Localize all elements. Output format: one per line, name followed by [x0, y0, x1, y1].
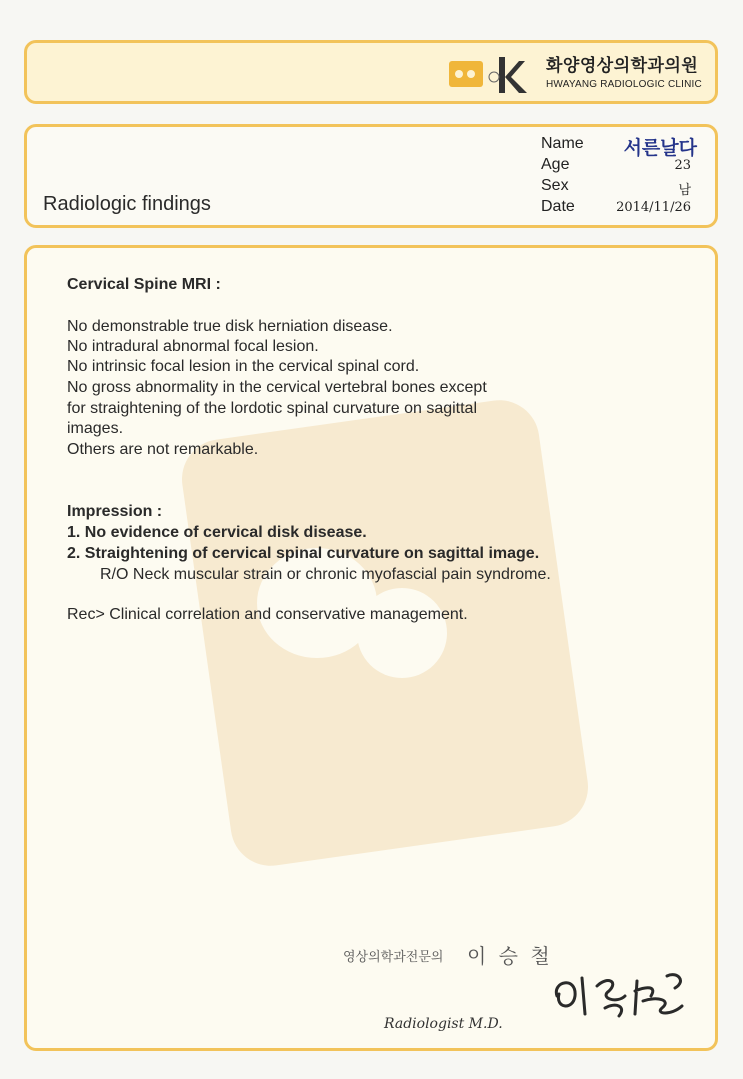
finding-line: No demonstrable true disk herniation disease. [67, 318, 393, 335]
watermark-circle [357, 588, 447, 678]
impression-item: 2. Straightening of cervical spinal curvature on sagittal image. [67, 545, 540, 562]
clinic-logo-icon [447, 53, 537, 97]
clinic-name-english: HWAYANG RADIOLOGIC CLINIC [546, 79, 702, 90]
radiologist-role: Radiologist M.D. [384, 1016, 503, 1032]
finding-line: for straightening of the lordotic spinal curvature on sagittal [67, 400, 478, 417]
finding-line: No gross abnormality in the cervical vertebral bones except [67, 379, 487, 396]
age-value: 23 [674, 158, 691, 173]
age-label: Age [541, 156, 570, 173]
impression-item: 1. No evidence of cervical disk disease. [67, 524, 367, 541]
date-label: Date [541, 198, 575, 215]
finding-line: No intradural abnormal focal lesion. [67, 338, 319, 355]
sex-value: 남 [678, 183, 691, 198]
date-value: 2014/11/26 [616, 200, 691, 215]
exam-title: Cervical Spine MRI : [67, 276, 221, 293]
specialist-title: 영상의학과전문의 [343, 950, 444, 965]
recommendation: Rec> Clinical correlation and conservative management. [67, 606, 468, 623]
name-value: 서른날다 [623, 137, 697, 159]
finding-line: No intrinsic focal lesion in the cervical spinal cord. [67, 358, 420, 375]
rule-out-line: R/O Neck muscular strain or chronic myofascial pain syndrome. [100, 566, 551, 583]
name-label: Name [541, 135, 584, 152]
finding-line: Others are not remarkable. [67, 441, 259, 458]
sex-label: Sex [541, 177, 569, 194]
finding-line: images. [67, 420, 124, 437]
patient-info-panel [24, 124, 718, 228]
clinic-header [24, 40, 718, 104]
report-body [24, 245, 718, 1051]
radiologist-name: 이 승 철 [467, 944, 553, 968]
section-title: Radiologic findings [43, 193, 211, 215]
clinic-name-korean: 화양영상의학과의원 [546, 56, 699, 75]
handwritten-signature [547, 956, 697, 1026]
impression-title: Impression : [67, 503, 163, 520]
